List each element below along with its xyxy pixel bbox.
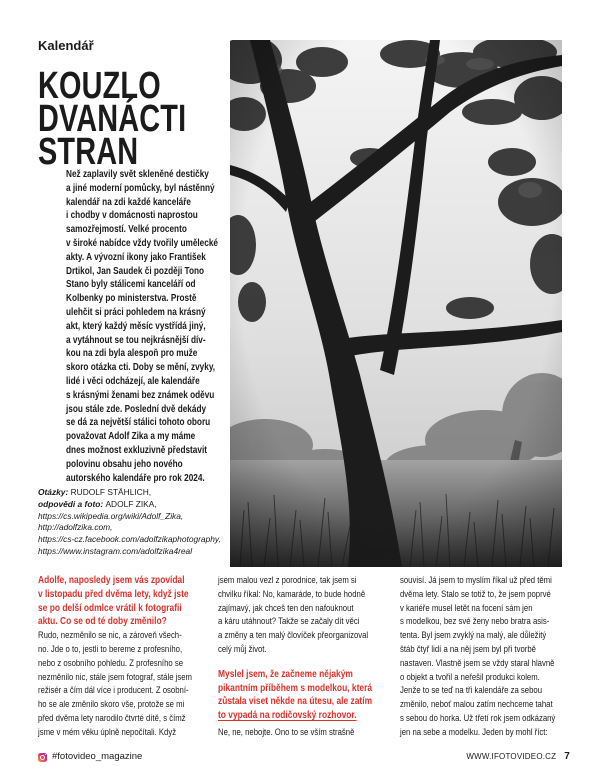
question-line: pikantním příběhem s modelkou, která	[218, 682, 373, 694]
vignette	[230, 40, 562, 567]
credits	[38, 487, 228, 558]
intro-line: akt, který každý měsíc vystřídá jiný,	[66, 320, 206, 332]
credits-link-website: http://adolfzika.com,	[38, 522, 113, 533]
answer-line: s sebou do horka. Už třetí rok jsem odkázaný	[400, 712, 556, 723]
intro-line: skoro otázka cti. Doby se mění, zvyky,	[66, 362, 216, 374]
article-photo	[230, 40, 562, 567]
intro-line: a jiné moderní pomůcky, byl nástěnný	[66, 182, 215, 194]
intro-line: a vytáhnout se tou nejkrásnější dív-	[66, 334, 206, 346]
credits-answers-name: ADOLF ZIKA,	[105, 498, 157, 509]
intro-line: akty. A vývozní ikony jako František	[66, 251, 206, 263]
answer-block	[400, 574, 560, 740]
question-line: v listopadu před dvěma lety, když jste	[38, 588, 189, 600]
answer-line: štáb čtyř lidí a na něj jsem byl při tvorbě	[400, 643, 536, 654]
question-line: zůstala viset někde na útesu, ale zatím	[218, 696, 373, 708]
intro-line: samozřejmostí. Velké procento	[66, 224, 187, 236]
intro-paragraph	[66, 168, 223, 485]
credits-questions-name: RUDOLF STÄHLICH,	[70, 487, 152, 497]
website-url: WWW.IFOTOVIDEO.CZ	[466, 752, 557, 761]
answer-line: před dvěma lety narodilo čtvrté dítě, s čímž	[38, 712, 186, 723]
page-number: 7	[564, 751, 570, 762]
intro-line: lidé i věci odcházejí, ale kalendáře	[66, 375, 200, 387]
answer-line: dvěma lety. Stalo se totiž to, že jsem poprvé	[400, 588, 551, 599]
intro-line: jsou stále zde. Poslední dvě dekády	[66, 403, 207, 415]
answer-block	[38, 629, 198, 739]
intro-line: Stano byly stálicemi kanceláří od	[66, 279, 196, 291]
interview-column-2	[218, 574, 378, 740]
answer-line: změnilo, neboť malou zatím nechceme tahat	[400, 699, 553, 710]
answer-line: Ne, ne, nebojte. Ono to se vším strašně	[218, 726, 355, 737]
answer-line: chvilku říkal: No, kamaráde, to bude hodně	[218, 588, 366, 599]
intro-line: ulehčit si práci pohledem na krásný	[66, 306, 206, 318]
answer-line: Jenže to se teď na tři kalendáře za sebou	[400, 685, 543, 696]
answer-line: Rudo, nezměnilo se nic, a zároveň všech-	[38, 630, 182, 641]
question-block	[38, 574, 198, 629]
intro-line: polovinu obsahu jeho nového	[66, 458, 183, 470]
answer-line: v kariéře musel letět na focení sám jen	[400, 602, 533, 613]
question-line: se po delší odmlce vrátil k fotografii	[38, 602, 182, 614]
intro-line: považovat Adolf Zika a my máme	[66, 431, 196, 443]
intro-line: Kolbenky po ministerstva. Prostě	[66, 293, 197, 305]
intro-line: i chodby v domácnosti naprostou	[66, 210, 198, 222]
intro-line: dnes možnost exkluzivně představit	[66, 444, 207, 456]
intro-line: Než zaplavily svět skleněné destičky	[66, 169, 209, 180]
answer-line: a káru utáhnout? Takže se začaly dít věci	[218, 616, 360, 627]
credits-link-wikipedia: https://cs.wikipedia.org/wiki/Adolf_Zika,	[38, 510, 184, 521]
page-title	[38, 65, 190, 173]
intro-line: v široké nabídce vždy tvořily umělecké	[66, 237, 219, 249]
credits-link-instagram: https://www.instagram.com/adolfzika4real	[38, 545, 193, 556]
answer-block	[218, 726, 378, 740]
question-block	[218, 668, 378, 723]
headline-line: KOUZLO	[38, 65, 161, 107]
answer-line: s modelkou, bez své ženy nebo bratra asis-	[400, 616, 550, 627]
credits-questions	[38, 487, 228, 499]
footer-site	[466, 751, 570, 763]
answer-line: ho se ale změnilo skoro vše, protože se mi	[38, 699, 185, 710]
answer-line: zajímavý, jak chceš ten den nafouknout	[218, 602, 354, 613]
question-line: Adolfe, naposledy jsem vás zpovídal	[38, 575, 185, 586]
answer-line: o objekt a tvořil a neřešil produkci kolem.	[400, 671, 540, 682]
intro-line: kalendář na zdi každé kanceláře	[66, 196, 191, 208]
section-label: Kalendář	[38, 38, 94, 53]
answer-line: no. Jde o to, jestli to bereme z profesního,	[38, 643, 183, 654]
answer-line: nebo z osobního pohledu. Z profesního se	[38, 657, 184, 668]
question-line: aktu. Co se od té doby změnilo?	[38, 616, 167, 628]
answer-line: nastaven. Vlastně jsem se vždy staral hlavně	[400, 657, 555, 668]
intro-line: Drtikol, Jan Saudek či později Tono	[66, 265, 205, 277]
headline-line: STRAN	[38, 131, 139, 173]
intro-line: s krásnými ženami bez známek oděvu	[66, 389, 215, 401]
footer-social	[38, 751, 142, 763]
intro-line: kou na zdi byla alespoň pro muže	[66, 348, 198, 360]
credits-link-facebook: https://cs-cz.facebook.com/adolfzikaphotography,	[38, 534, 221, 545]
answer-line: režisér a čím dál více i producent. Z osobní-	[38, 685, 189, 696]
answer-line: jsme v mém věku úplně nepočítali. Když	[38, 726, 177, 737]
credits-answers	[38, 499, 228, 511]
instagram-icon	[38, 753, 47, 762]
answer-line: souvisí. Já jsem to myslím říkal už před těmi	[400, 575, 552, 585]
question-line: to vypadá na rodičovský rozhovor.	[218, 710, 357, 722]
answer-line: nezměnilo nic, stále jsem fotograf, stále jsem	[38, 671, 193, 682]
interview-column-1	[38, 574, 198, 740]
answer-line: jsem malou vezl z porodnice, tak jsem si	[218, 575, 357, 585]
interview-column-3	[400, 574, 560, 740]
intro-line: se dá za největší stálici tohoto oboru	[66, 417, 211, 429]
answer-line: celý můj život.	[218, 643, 267, 654]
social-handle: #fotovideo_magazine	[52, 751, 143, 762]
question-line: Myslel jsem, že začneme nějakým	[218, 668, 353, 680]
answer-line: jen na sebe a modelku. Jeden by mohl říct:	[400, 726, 548, 737]
credits-questions-label: Otázky:	[38, 487, 69, 497]
intro-line: autorského kalendáře pro rok 2024.	[66, 472, 205, 484]
answer-line: a změny a ten malý človíček přeorganizoval	[218, 630, 369, 641]
answer-block	[218, 574, 378, 657]
answer-line: tenta. Byl jsem zvyklý na malý, ale důležitý	[400, 630, 547, 641]
headline-line: DVANÁCTI	[38, 98, 187, 140]
credits-answers-label: odpovědi a foto:	[38, 498, 104, 509]
